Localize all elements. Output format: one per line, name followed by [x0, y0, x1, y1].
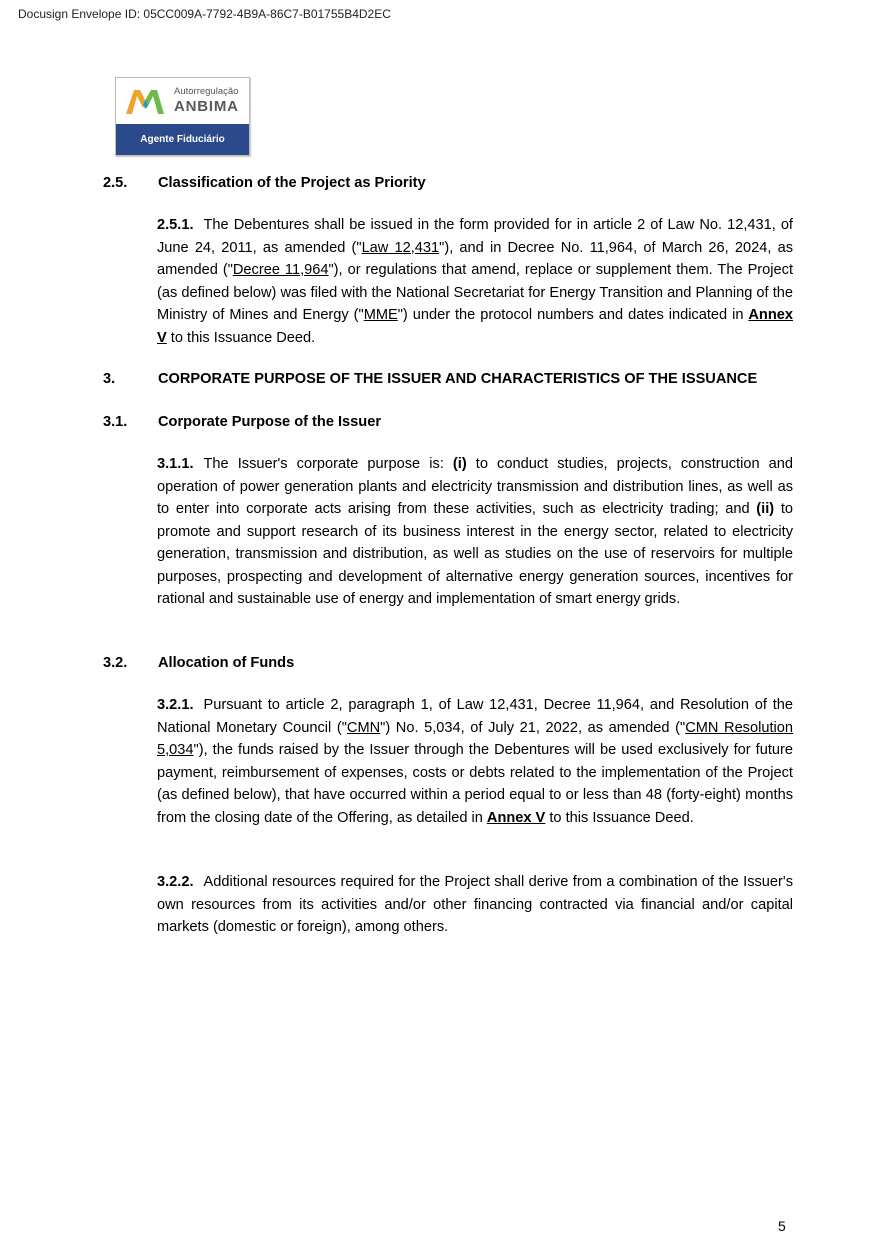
logo-name: ANBIMA — [174, 98, 239, 115]
defined-term-cmn: CMN — [346, 719, 381, 736]
clause-number: 3.2.2. — [157, 874, 194, 890]
clause-text: "), and in Decree No. 11,964, of March 26, 2024, as amended (" — [157, 239, 794, 278]
section-title: Corporate Purpose of the Issuer — [158, 414, 382, 430]
clause-2-5-1 — [157, 214, 793, 349]
clause-text: The Debentures shall be issued in the form provided for in article 2 of Law No. 12,431, of June 24, 2011, as amended (" — [157, 217, 793, 256]
section-number: 2.5. — [103, 175, 128, 191]
section-title: CORPORATE PURPOSE OF THE ISSUER AND CHARACTERISTICS OF THE ISSUANCE — [158, 371, 758, 387]
clause-3-2-1 — [157, 694, 793, 829]
item-marker: (i) — [452, 456, 467, 472]
section-title: Allocation of Funds — [158, 655, 295, 671]
page-number: 5 — [778, 1218, 786, 1234]
logo-subtitle: Autorregulação — [174, 86, 239, 97]
item-marker: (ii) — [756, 501, 775, 517]
annex-reference: Annex V — [486, 809, 546, 826]
clause-text: "), or regulations that amend, replace or supplement them. The Project (as defined below) was filed with the National Secretariat for Energy Transition and Planning of the Ministry of Mines and Energy (" — [157, 262, 793, 323]
clause-text: to conduct studies, projects, construction and operation of power generation plants and electricity transmission and distribution lines, as well as to enter into corporate acts arising from these activities, such as electricity trading; and — [157, 456, 794, 517]
clause-text: Pursuant to article 2, paragraph 1, of Law 12,431, Decree 11,964, and Resolution of the National Monetary Council (" — [157, 697, 793, 736]
clause-number: 3.1.1. — [157, 456, 194, 472]
annex-reference: Annex V — [157, 307, 793, 346]
defined-term-decree: Decree 11,964 — [232, 262, 329, 278]
section-heading-3-2 — [103, 652, 294, 675]
clause-number: 2.5.1. — [157, 217, 194, 233]
section-title: Classification of the Project as Priority — [158, 175, 426, 191]
section-number: 3.2. — [103, 655, 128, 671]
section-number: 3.1. — [103, 414, 128, 430]
defined-term-mme: MME — [363, 307, 398, 323]
anbima-logo — [115, 77, 250, 156]
section-number: 3. — [103, 371, 116, 387]
logo-badge: Agente Fiduciário — [116, 124, 249, 155]
anbima-mark-icon — [126, 88, 164, 114]
clause-text: to this Issuance Deed. — [545, 809, 694, 826]
clause-number: 3.2.1. — [157, 697, 194, 713]
clause-text: ") under the protocol numbers and dates indicated in — [397, 307, 749, 323]
docusign-envelope-id: Docusign Envelope ID: 05CC009A-7792-4B9A-86C7-B01755B4D2EC — [18, 7, 391, 21]
section-heading-3 — [103, 368, 757, 391]
clause-text: to promote and support research of its business interest in the energy sector, related to electricity generation, transmission and distribution, as well as studies on the use of reservoirs for multiple purposes, prospecting and development of alternative energy generation sources, incentives for rational and sustainable use of energy and implementation of smart energy grids. — [157, 501, 794, 607]
clause-text: The Issuer's corporate purpose is: — [203, 456, 453, 472]
clause-text: "), the funds raised by the Issuer through the Debentures will be used exclusively for future payment, reimbursement of expenses, costs or debts related to the implementation of the Project (as defined below), that have occurred within a period equal to or less than 48 (forty-eight) months from the closing date of the Offering, as detailed in — [157, 742, 793, 826]
defined-term-cmn-resolution: CMN Resolution 5,034 — [157, 719, 793, 758]
clause-text: to this Issuance Deed. — [166, 329, 316, 346]
clause-3-2-2 — [157, 871, 793, 939]
section-heading-3-1 — [103, 411, 381, 434]
defined-term-law: Law 12,431 — [361, 239, 440, 256]
clause-text: Additional resources required for the Project shall derive from a combination of the Issuer's own resources from its activities and/or other financing contracted via financial and/or capital markets (domestic or foreign), among others. — [157, 874, 793, 935]
clause-3-1-1 — [157, 453, 793, 611]
section-heading-2-5 — [103, 172, 426, 195]
clause-text: ") No. 5,034, of July 21, 2022, as amended (" — [380, 719, 686, 736]
